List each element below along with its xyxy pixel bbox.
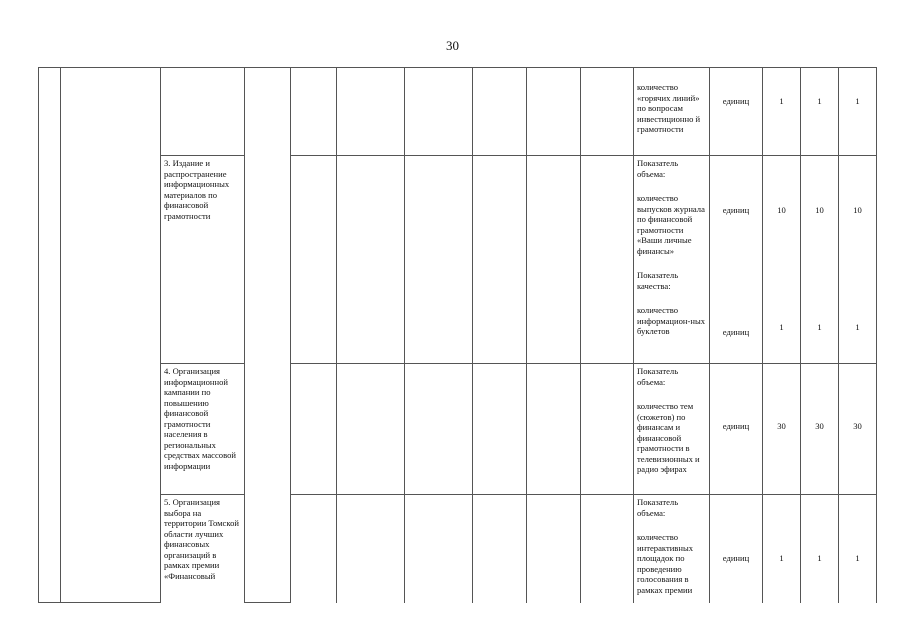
indicator-text: количество «горячих линий» по вопросам инвестиционно й грамотности	[637, 82, 701, 134]
col-empty-8	[473, 156, 527, 364]
col-empty-9	[527, 364, 581, 495]
unit-cell: единиц	[710, 364, 763, 495]
col-empty-10	[581, 68, 634, 156]
unit-label: единиц	[722, 96, 750, 106]
value-cell: 10 1	[839, 156, 877, 364]
unit-cell	[710, 68, 763, 156]
indicator-heading: Показатель объема:	[637, 366, 679, 387]
value-cell: 1	[801, 68, 839, 156]
value-cell: 30	[801, 364, 839, 495]
indicator-text: количество выпусков журнала по финансовой грамотности «Ваши личные финансы»	[637, 193, 705, 256]
table-row	[39, 495, 877, 603]
value-cell: 1	[801, 495, 839, 603]
value-cell: 10 1	[763, 156, 801, 364]
table-row	[39, 156, 877, 364]
value-cell: 10 1	[801, 156, 839, 364]
col-empty-7	[405, 495, 473, 603]
col-empty-6	[337, 68, 405, 156]
indicator-cell	[634, 364, 710, 495]
col-empty-7	[405, 364, 473, 495]
col-empty-6	[337, 364, 405, 495]
activity-cell: 3. Издание и распространение информационных материалов по финансовой грамотности	[161, 156, 245, 364]
activity-cell	[161, 68, 245, 156]
value-cell: 1	[763, 68, 801, 156]
col-empty-9	[527, 68, 581, 156]
col-empty-5	[291, 364, 337, 495]
indicator-cell	[634, 68, 710, 156]
col-empty-6	[337, 495, 405, 603]
indicators-table	[38, 67, 877, 603]
col-number	[39, 68, 61, 603]
page-number: 30	[446, 38, 459, 53]
col-empty-7	[405, 68, 473, 156]
activity-cell: 5. Организация выбора на территории Томской области лучших финансовых организаций в рамках премии «Финансовый	[161, 495, 245, 603]
indicator-text: количество интерактивных площадок по проведению голосования в рамках премии	[637, 532, 694, 595]
value-cell: 1	[839, 495, 877, 603]
value-cell: 1	[839, 68, 877, 156]
indicator-heading: Показатель объема:	[637, 158, 679, 179]
col-empty-7	[405, 156, 473, 364]
indicator-heading: Показатель объема:	[637, 497, 679, 518]
col-empty-10	[581, 495, 634, 603]
indicator-text: количество тем (сюжетов) по финансам и финансовой грамотности в телевизионных и радио эфирах	[637, 401, 700, 474]
indicator-heading: Показатель качества:	[637, 270, 679, 291]
col-empty-8	[473, 495, 527, 603]
table-row	[39, 68, 877, 156]
indicator-cell	[634, 156, 710, 364]
activity-cell: 4. Организация информационной кампании по повышению финансовой грамотности населения в региональных средствах массовой информации	[161, 364, 245, 495]
col-task	[61, 68, 161, 603]
value-cell: 30	[763, 364, 801, 495]
table-row	[39, 364, 877, 495]
col-empty-10	[581, 156, 634, 364]
col-empty-5	[291, 495, 337, 603]
value-cell: 1	[763, 495, 801, 603]
col-empty-10	[581, 364, 634, 495]
indicator-cell	[634, 495, 710, 603]
col-empty-6	[337, 156, 405, 364]
col-empty-9	[527, 156, 581, 364]
col-empty-5	[291, 68, 337, 156]
indicator-text: количество информацион-ных буклетов	[637, 305, 706, 336]
col-empty-8	[473, 364, 527, 495]
value-cell: 30	[839, 364, 877, 495]
col-empty-5	[291, 156, 337, 364]
unit-cell: единиц	[710, 495, 763, 603]
unit-cell: единиц единиц	[710, 156, 763, 364]
col-empty-8	[473, 68, 527, 156]
col-empty-4	[245, 68, 291, 603]
col-empty-9	[527, 495, 581, 603]
